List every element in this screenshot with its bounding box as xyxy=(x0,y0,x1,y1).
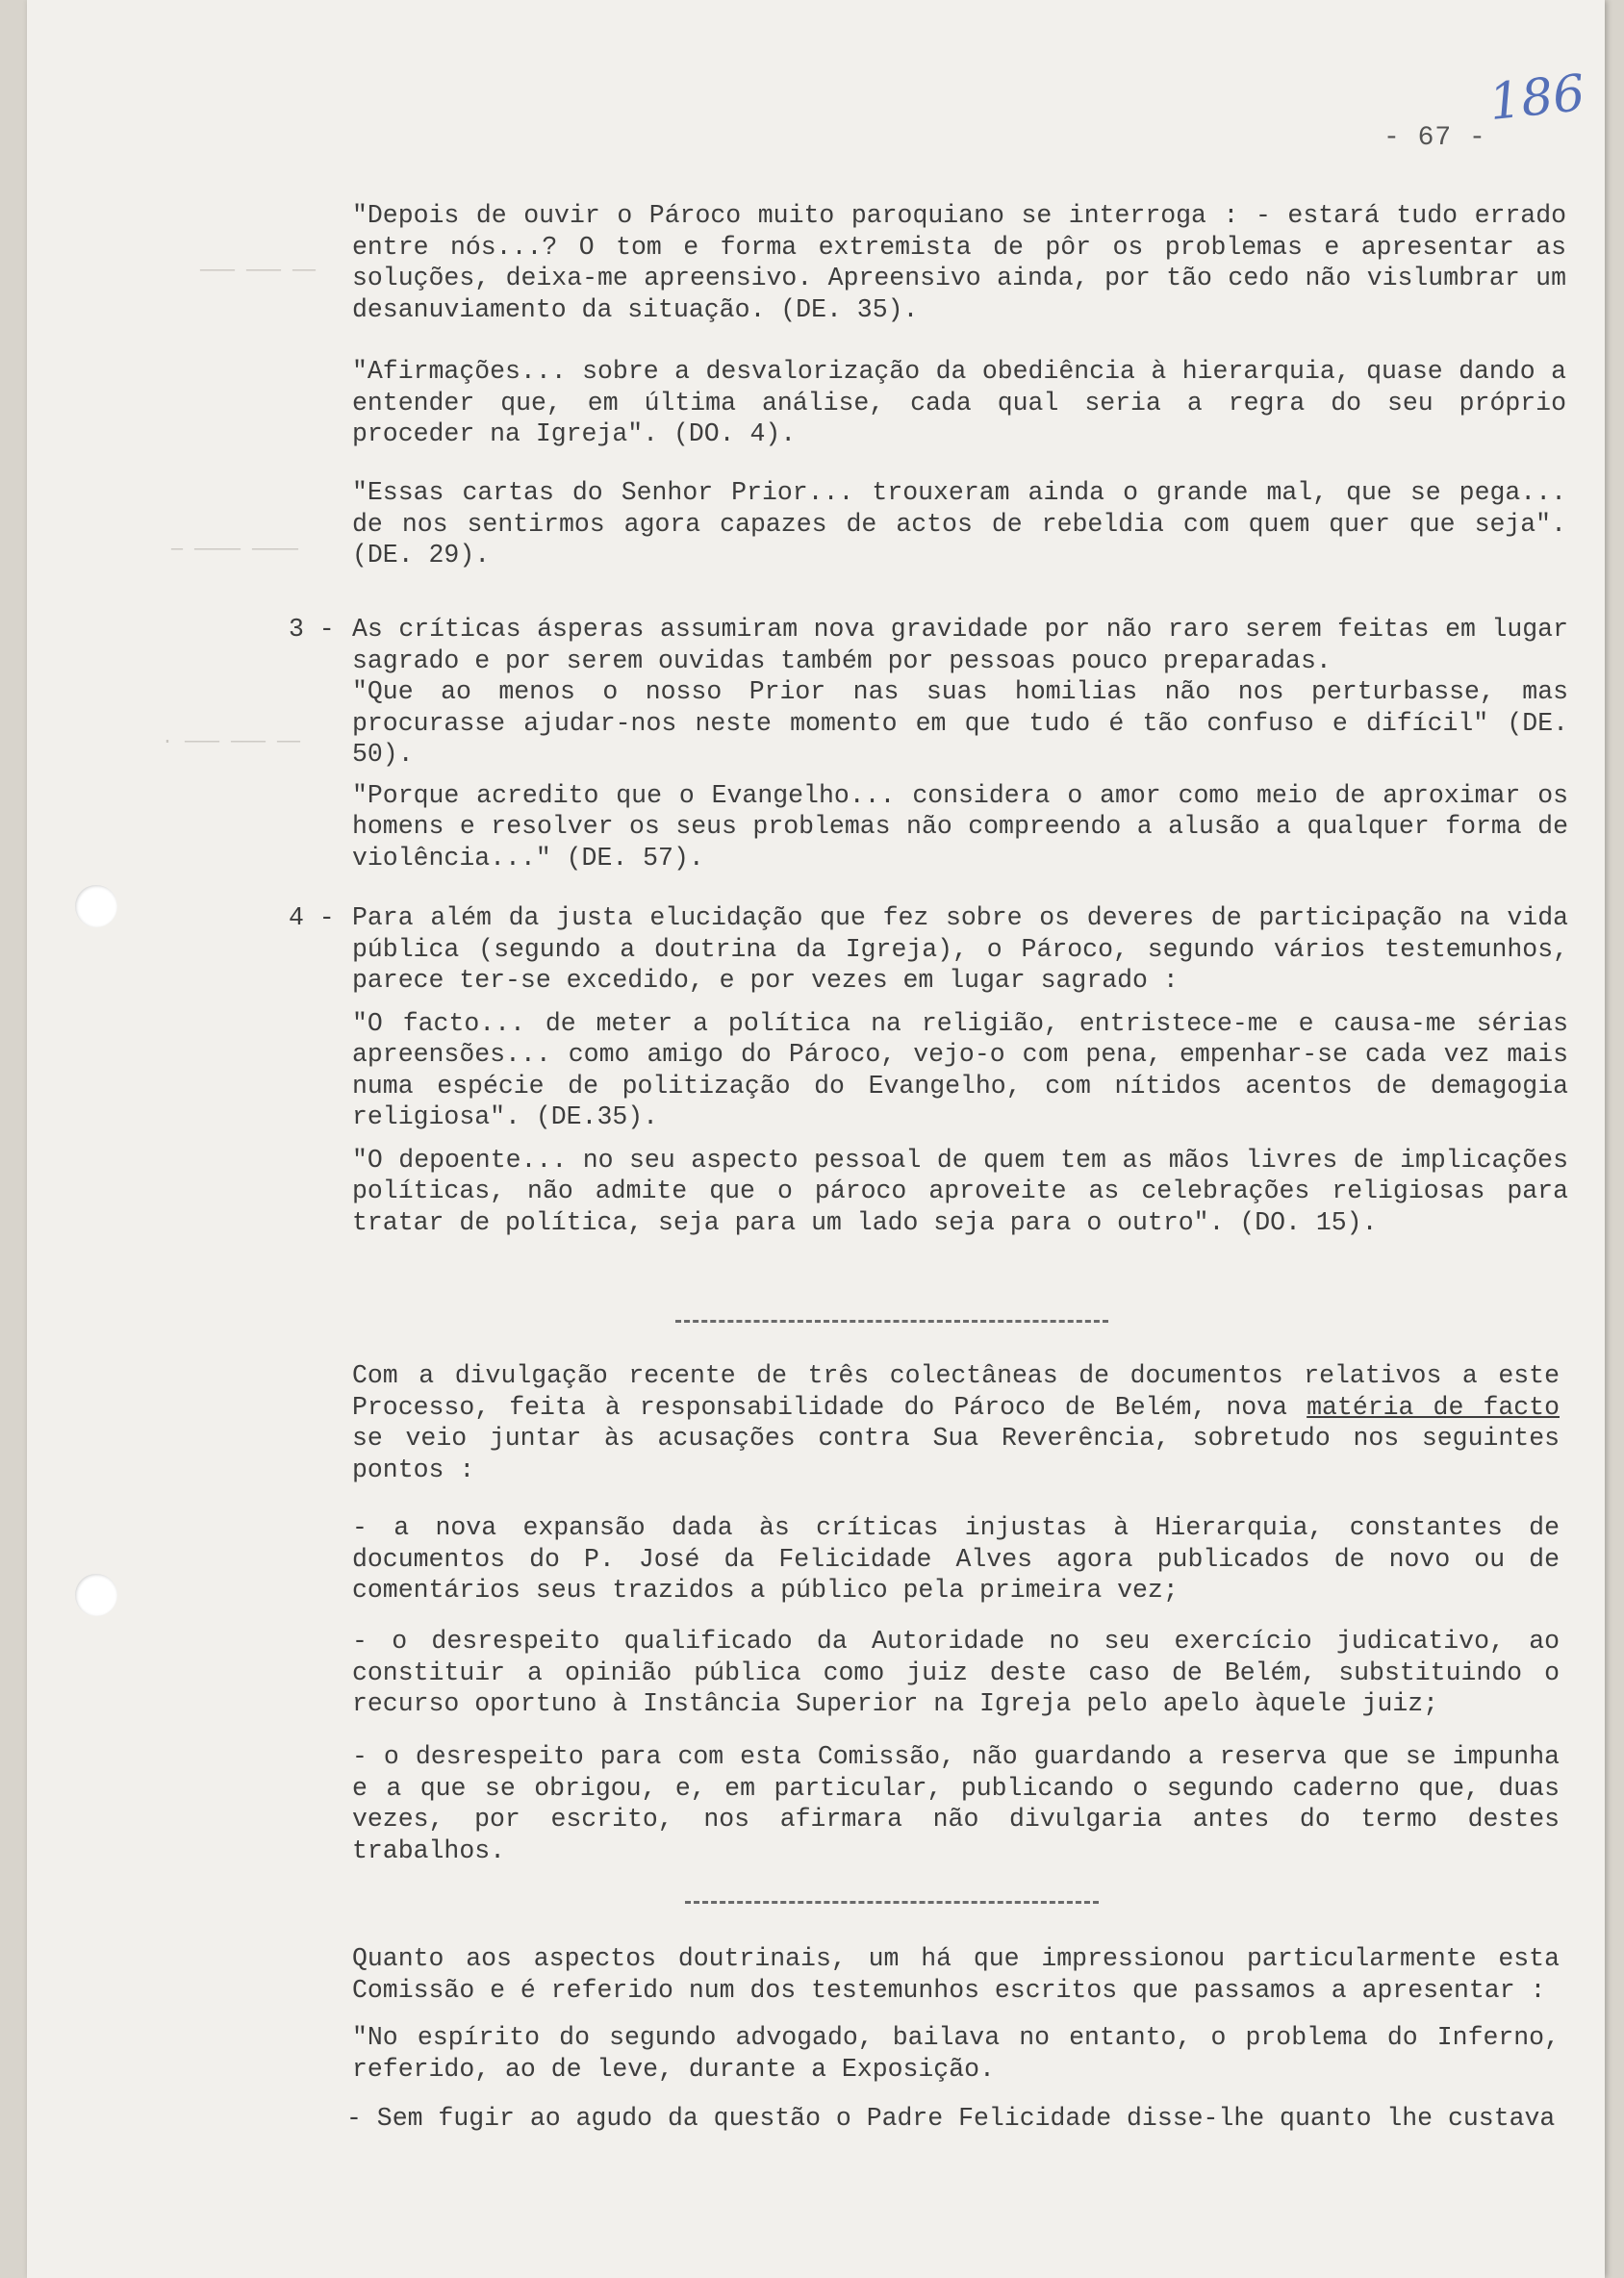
list-item: - o desrespeito qualificado da Autoridade no seu exercício judicativo, ao constituir a opinião pública como juiz deste caso de Belém, substituindo o recurso oportuno à Instância Superior na Igreja pelo apelo àquele juiz; xyxy=(352,1627,1560,1718)
underlined-phrase: matéria de facto xyxy=(1307,1392,1560,1422)
dialogue-line: - Sem fugir ao agudo da questão o Padre Felicidade disse-lhe quanto lhe custava xyxy=(346,2104,1556,2133)
item-number: 3 - xyxy=(289,615,335,644)
handwritten-page-number: 186 xyxy=(1486,63,1588,133)
doutrinais-intro: Quanto aos aspectos doutrinais, um há que impressionou particularmente esta Comissão e é referido num dos testemunhos escritos que passamos a apresentar : xyxy=(352,1944,1560,2005)
list-item: - o desrespeito para com esta Comissão, não guardando a reserva que se impunha e a que se obrigou, e, em particular, publicando o segundo caderno que, duas vezes, por escrito, nos afirmara não divulgaria antes do termo destes trabalhos. xyxy=(352,1742,1560,1865)
divulgacao-intro: Com a divulgação recente de três colectâneas de documentos relativos a este Processo, feita à responsabilidade do Pároco de Belém, nova matéria de facto se veio juntar às acusações contra Sua Reverência, sobretudo nos seguintes pontos : xyxy=(352,1361,1560,1484)
bleed-through-marks: · ——— ——— —— xyxy=(162,731,301,753)
item-text: Para além da justa elucidação que fez sobre os deveres de participação na vida pública (segundo a doutrina da Igreja), o Pároco, segundo vários testemunhos, parece ter-se excedido, e por vezes em lugar sagrado : xyxy=(352,903,1568,995)
section-separator xyxy=(675,1320,1108,1323)
quote-paragraph: "Que ao menos o nosso Prior nas suas homilias não nos perturbasse, mas procurasse ajudar-nos neste momento em que tudo é tão confuso e difícil" (DE. 50). xyxy=(352,677,1568,769)
quote-paragraph: "Afirmações... sobre a desvalorização da obediência à hierarquia, quase dando a entender que, em última análise, cada qual seria a regra do seu próprio proceder na Igreja". (DO. 4). xyxy=(352,357,1566,448)
bleed-through-marks: — ———— ———— xyxy=(171,539,299,561)
bleed-through-marks: ——— ——— —— xyxy=(200,260,317,282)
punch-hole-top xyxy=(75,885,117,927)
quote-paragraph: "No espírito do segundo advogado, bailava no entanto, o problema do Inferno, referido, ao de leve, durante a Exposição. xyxy=(352,2023,1560,2084)
numbered-item-3 xyxy=(289,614,1568,873)
punch-hole-bottom xyxy=(75,1574,117,1616)
item-number: 4 - xyxy=(289,903,335,932)
document-page xyxy=(27,0,1605,2278)
quote-paragraph: "Depois de ouvir o Pároco muito paroquiano se interroga : - estará tudo errado entre nós...? O tom e forma extremista de pôr os problemas e apresentar as soluções, deixa-me apreensivo. Apreensivo ainda, por tão cedo não vislumbrar um desanuviamento da situação. (DE. 35). xyxy=(352,201,1566,324)
quote-paragraph: "Porque acredito que o Evangelho... considera o amor como meio de aproximar os homens e resolver os seus problemas não compreendo a alusão a qualquer forma de violência..." (DE. 57). xyxy=(352,780,1568,873)
quote-paragraph: "O depoente... no seu aspecto pessoal de quem tem as mãos livres de implicações políticas, não admite que o pároco aproveite as celebrações religiosas para tratar de política, seja para um lado seja para o outro". (DO. 15). xyxy=(352,1145,1568,1237)
quote-paragraph: "Essas cartas do Senhor Prior... trouxeram ainda o grande mal, que se pega... de nos sentirmos agora capazes de actos de rebeldia com quem quer que seja". (DE. 29). xyxy=(352,478,1566,570)
section-separator xyxy=(685,1901,1099,1904)
item-text: As críticas ásperas assumiram nova gravidade por não raro serem feitas em lugar sagrado e por serem ouvidas também por pessoas pouco preparadas. xyxy=(352,615,1568,675)
list-item: - a nova expansão dada às críticas injustas à Hierarquia, constantes de documentos do P. José da Felicidade Alves agora publicados de novo ou de comentários seus trazidos a público pela primeira vez; xyxy=(352,1513,1560,1605)
quote-paragraph: "O facto... de meter a política na religião, entristece-me e causa-me sérias apreensões... como amigo do Pároco, vejo-o com pena, empenhar-se cada vez mais numa espécie de politização do Evangelho, com nítidos acentos de demagogia religiosa". (DE.35). xyxy=(352,1008,1568,1131)
typed-page-number: - 67 - xyxy=(1383,123,1486,153)
numbered-item-4 xyxy=(289,902,1568,1238)
